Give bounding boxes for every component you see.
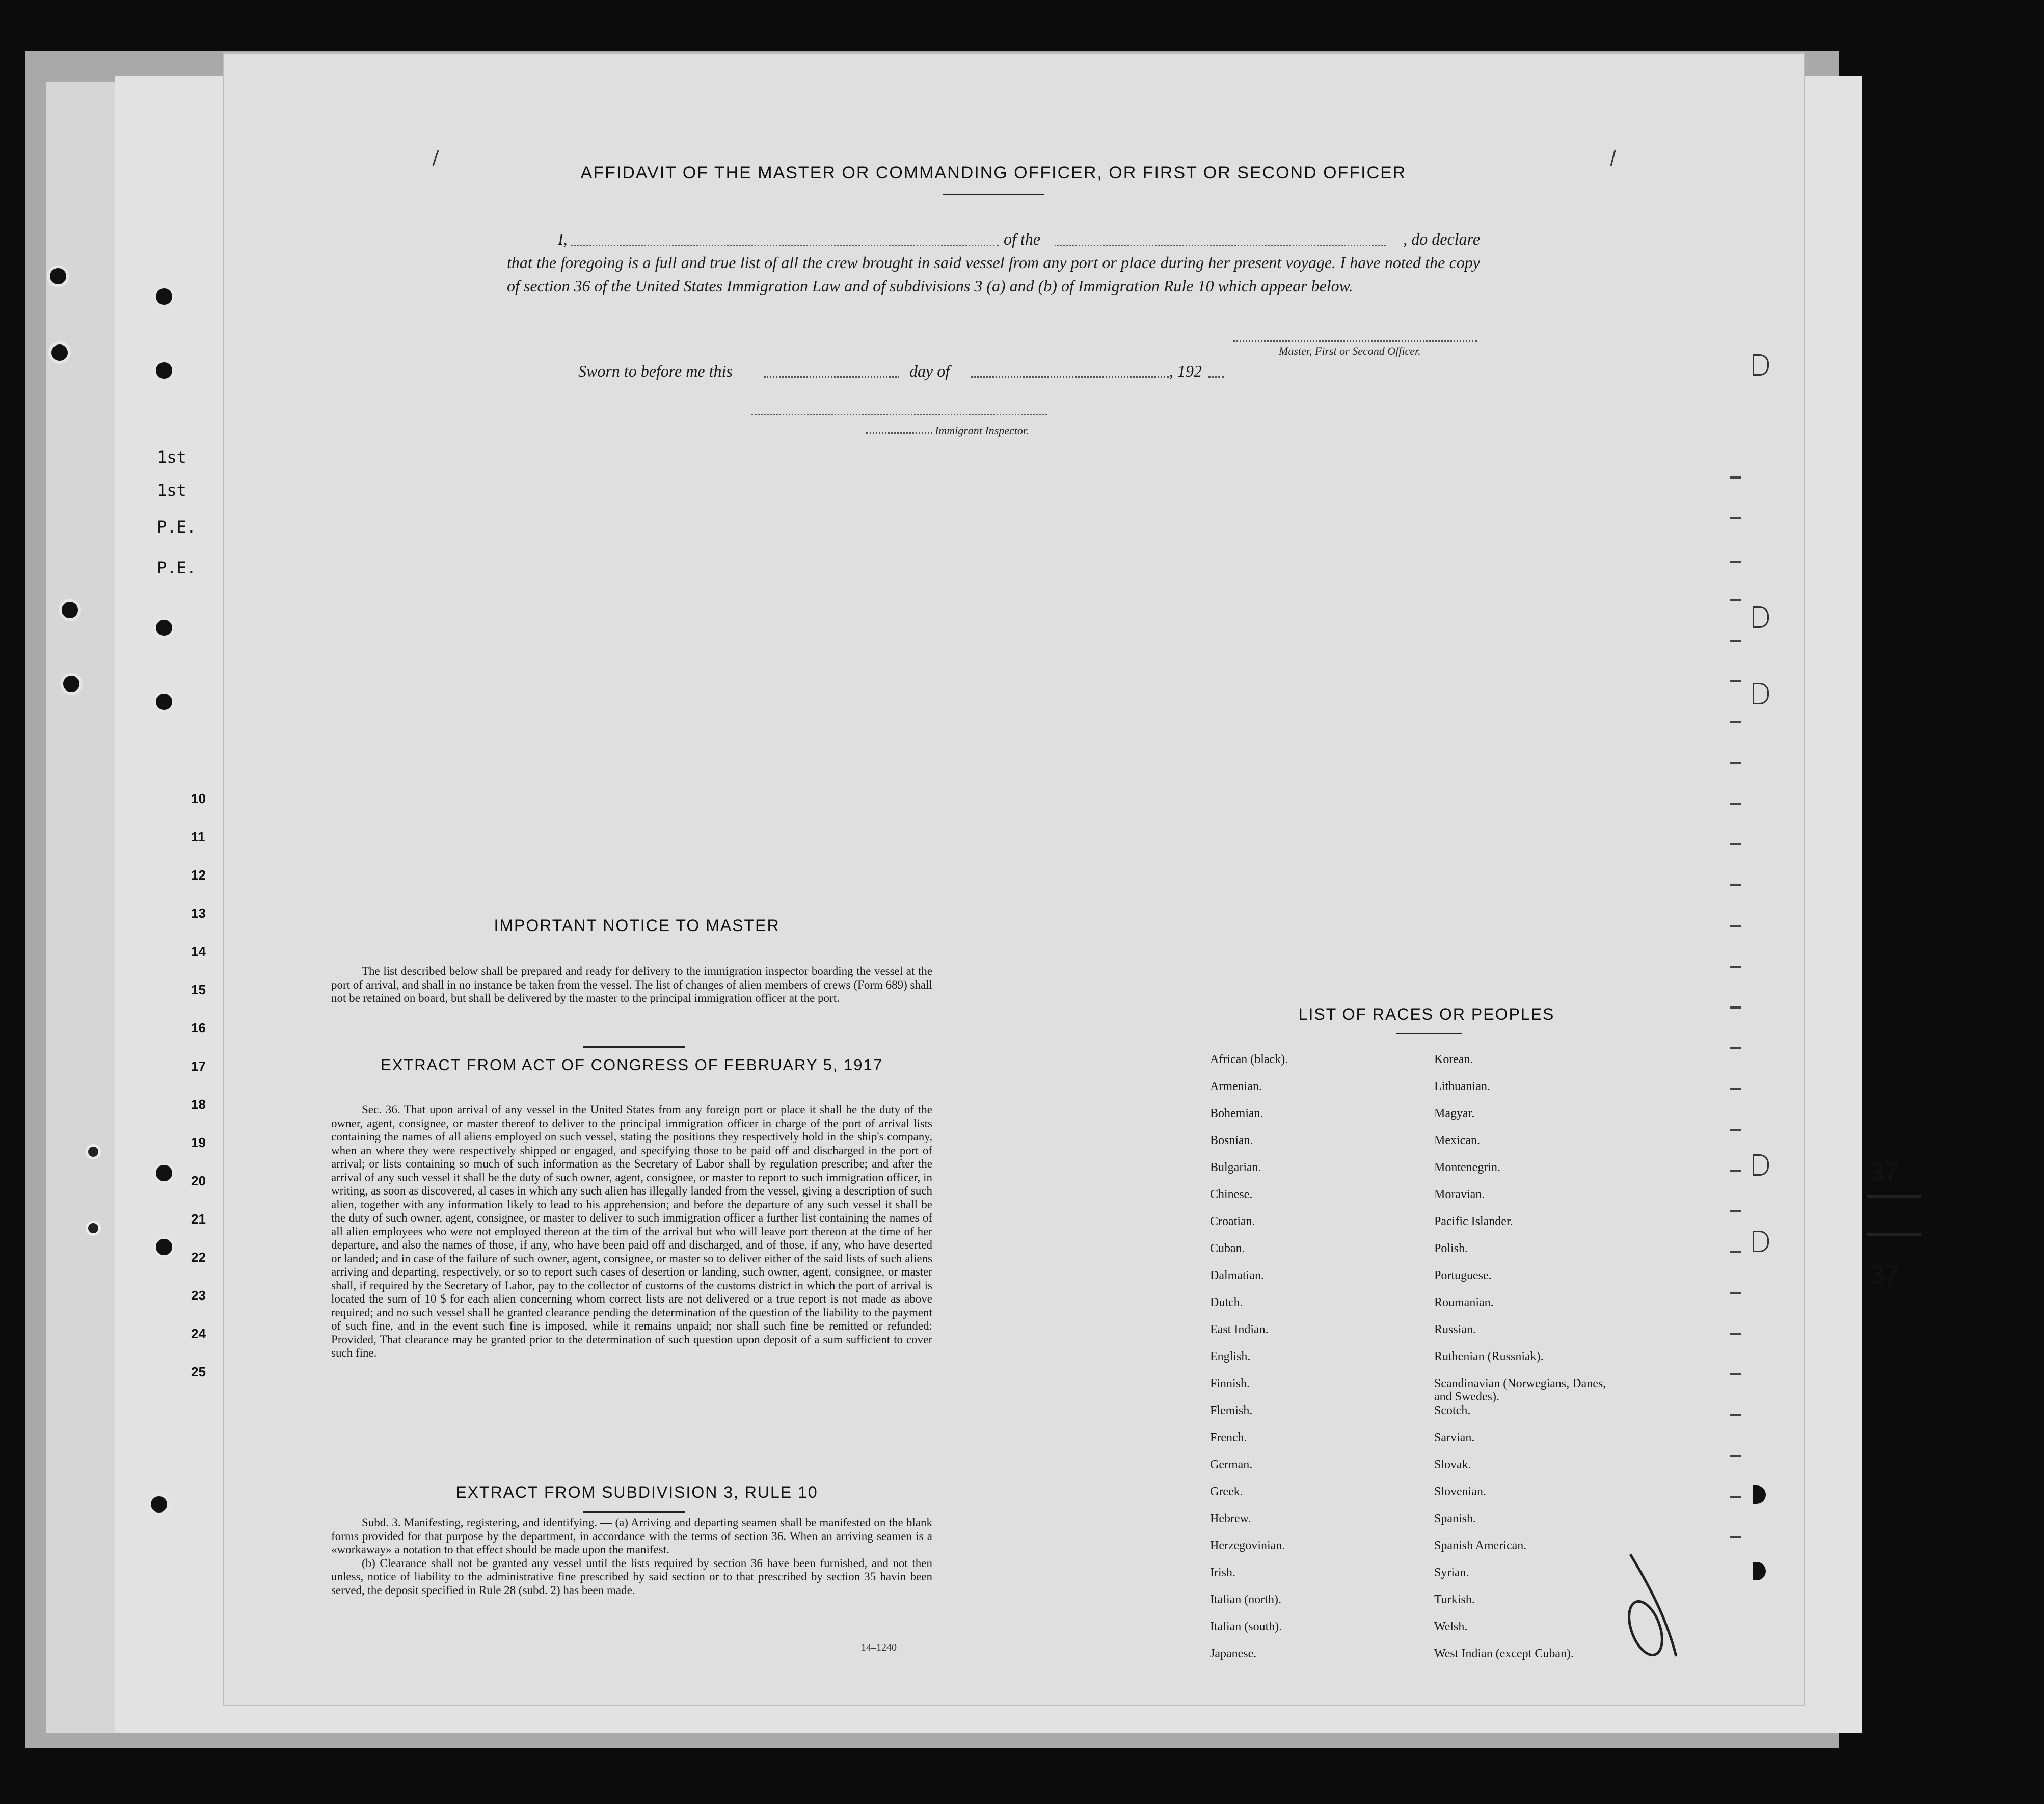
race-item: Chinese. bbox=[1210, 1188, 1253, 1201]
race-item: Spanish. bbox=[1434, 1512, 1476, 1525]
tab-number: 37 bbox=[1870, 1260, 1899, 1290]
race-item: Slovenian. bbox=[1434, 1485, 1486, 1498]
race-item: Turkish. bbox=[1434, 1593, 1475, 1606]
race-item: Scandinavian (Norwegians, Danes, and Swedes). bbox=[1434, 1377, 1606, 1403]
race-item: French. bbox=[1210, 1431, 1247, 1444]
punch-hole bbox=[86, 1221, 101, 1236]
race-item: Italian (south). bbox=[1210, 1620, 1282, 1633]
row-label: P.E. bbox=[157, 517, 197, 537]
race-item: Greek. bbox=[1210, 1485, 1243, 1498]
affidavit-declaration bbox=[507, 227, 1480, 298]
race-item: Irish. bbox=[1210, 1566, 1235, 1579]
act-text bbox=[331, 1103, 932, 1360]
row-number: 10 bbox=[191, 791, 206, 806]
name-blank bbox=[571, 245, 999, 246]
declaration-body: that the foregoing is a full and true list of all the crew brought in said vessel from any port or place during her present voyage. I have noted the copy of section 36 of the United States Immigration Law and of subdivisions 3 (a) and (b) of Immigration Rule 10 which appear below. bbox=[507, 253, 1480, 295]
inspector-dots bbox=[866, 432, 932, 434]
race-item: Japanese. bbox=[1210, 1647, 1257, 1660]
race-item: English. bbox=[1210, 1350, 1251, 1363]
punch-hole bbox=[153, 691, 175, 713]
row-number: 19 bbox=[191, 1135, 206, 1150]
race-item: African (black). bbox=[1210, 1053, 1288, 1066]
sworn-prefix: Sworn to before me this bbox=[578, 362, 733, 380]
punch-hole bbox=[153, 617, 175, 639]
race-item: Korean. bbox=[1434, 1053, 1473, 1066]
race-item: Russian. bbox=[1434, 1323, 1476, 1336]
race-item: Mexican. bbox=[1434, 1134, 1480, 1147]
row-number: 21 bbox=[191, 1211, 206, 1227]
row-number: 17 bbox=[191, 1058, 206, 1074]
rule-heading-rule bbox=[583, 1511, 685, 1513]
punch-hole bbox=[48, 341, 71, 364]
inspector-caption: Immigrant Inspector. bbox=[935, 424, 1029, 437]
section-rule bbox=[583, 1046, 685, 1048]
tab-underline bbox=[1867, 1195, 1921, 1198]
row-number: 23 bbox=[191, 1288, 206, 1303]
race-item: Magyar. bbox=[1434, 1107, 1475, 1120]
notice-text bbox=[331, 965, 932, 1005]
race-item: Sarvian. bbox=[1434, 1431, 1475, 1444]
row-number: 16 bbox=[191, 1020, 206, 1036]
row-label: 1st bbox=[157, 447, 186, 467]
race-item: Syrian. bbox=[1434, 1566, 1469, 1579]
act-paragraph: Sec. 36. That upon arrival of any vessel in the United States from any foreign port or place it shall be the duty of the owner, agent, consignee, or master thereof to deliver to the principal immigration officer in charge of the port of arrival lists containing the names of all aliens employed on such vessel, stating the positions they respectively hold in the ship's company, when an where they were respectively shipped or engaged, and specifying those to be paid off and discharged in the port of arrival; or lists containing so much of such information as the Secretary of Labor shall by regulation prescribe; and after the arrival of any such vessel it shall be the duty of such owner, agent, consignee, or master to report to such immigration officer, in writing, as soon as discovered, al cases in which any such alien has illegally landed from the vessel, giving a description of such alien, together with any information likely to lead to his apprehension; and before the departure of any such vessel it shall be the duty of such owner, agent, consignee, or master to deliver to such immigration officer a further list containing the names of all alien employees who were not employed thereon at the tim of the arrival but who will leave port thereon at the time of her departure, and also the names of those, if any, who have been paid off and discharged, and of those, if any, who have deserted or landed; and in case of the failure of such owner, agent, consignee, or master so to deliver either of the said lists of such aliens arriving and departing, respectively, or so to report such cases of desertion or landing, such owner, agent, consignee, or master shall, if required by the Secretary of Labor, pay to the collector of customs of the customs district in which the port of arrival is located the sum of 10 $ for each alien concerning whom correct lists are not delivered or a true report is not made as above required; and no such vessel shall be granted clearance pending the determination of the question of the liability to the payment of such fine, and in the event such fine is imposed, while it remains unpaid; nor shall such fine be remitted or refunded: Provided, That clearance may be granted prior to the determination of such question upon deposit of a sum sufficient to cover such fine. bbox=[331, 1103, 932, 1359]
race-item: Herzegovinian. bbox=[1210, 1539, 1285, 1552]
race-item: Dutch. bbox=[1210, 1296, 1243, 1309]
punch-hole bbox=[153, 359, 175, 382]
of-the-label: of the bbox=[1004, 230, 1040, 248]
sworn-year-blank bbox=[1208, 376, 1224, 378]
race-item: Polish. bbox=[1434, 1242, 1468, 1255]
race-item: Montenegrin. bbox=[1434, 1161, 1500, 1174]
row-label: 1st bbox=[157, 481, 186, 500]
pencil-tick bbox=[428, 148, 443, 168]
row-number: 24 bbox=[191, 1326, 206, 1341]
punch-hole bbox=[153, 1162, 175, 1184]
row-label: P.E. bbox=[157, 558, 197, 577]
punch-hole bbox=[59, 599, 81, 621]
race-item: West Indian (except Cuban). bbox=[1434, 1647, 1574, 1660]
race-item: East Indian. bbox=[1210, 1323, 1269, 1336]
race-item: Flemish. bbox=[1210, 1404, 1253, 1417]
rule-heading: EXTRACT FROM SUBDIVISION 3, RULE 10 bbox=[455, 1483, 818, 1501]
race-item: Moravian. bbox=[1434, 1188, 1485, 1201]
i-label: I, bbox=[558, 230, 568, 248]
race-item: Italian (north). bbox=[1210, 1593, 1281, 1606]
row-number: 12 bbox=[191, 867, 206, 883]
declaration-line-1 bbox=[507, 227, 1480, 251]
vessel-blank bbox=[1055, 245, 1386, 246]
race-item: German. bbox=[1210, 1458, 1253, 1471]
races-rule bbox=[1396, 1033, 1462, 1034]
race-item: Roumanian. bbox=[1434, 1296, 1494, 1309]
act-heading: EXTRACT FROM ACT OF CONGRESS OF FEBRUARY 5, 1917 bbox=[380, 1056, 883, 1074]
race-item: Hebrew. bbox=[1210, 1512, 1251, 1525]
punch-hole bbox=[60, 673, 83, 695]
row-number: 18 bbox=[191, 1097, 206, 1112]
handwritten-mark bbox=[1610, 1544, 1702, 1666]
race-item: Pacific Islander. bbox=[1434, 1215, 1513, 1228]
row-number: 20 bbox=[191, 1173, 206, 1188]
affidavit-heading: AFFIDAVIT OF THE MASTER OR COMMANDING OFFICER, OR FIRST OR SECOND OFFICER bbox=[580, 163, 1407, 182]
race-item: Scotch. bbox=[1434, 1404, 1471, 1417]
punch-hole bbox=[86, 1144, 101, 1159]
race-item: Spanish American. bbox=[1434, 1539, 1527, 1552]
rule-paragraph-a: Subd. 3. Manifesting, registering, and identifying. — (a) Arriving and departing seamen shall be manifested on the blank forms provided for that purpose by the department, in accordance with the terms of section 36. When an arriving seamen is a «workaway» a notation to that effect should be made upon the manifest. bbox=[331, 1516, 932, 1556]
race-item: Bulgarian. bbox=[1210, 1161, 1261, 1174]
officer-signature-line bbox=[1233, 340, 1477, 342]
sworn-day-of: day of bbox=[909, 362, 950, 380]
notice-heading: IMPORTANT NOTICE TO MASTER bbox=[494, 916, 780, 935]
sworn-day-blank bbox=[764, 376, 899, 378]
punch-hole bbox=[47, 265, 69, 287]
punch-hole bbox=[148, 1493, 170, 1516]
affidavit-sheet bbox=[224, 54, 1804, 1705]
row-number: 22 bbox=[191, 1250, 206, 1265]
notice-paragraph: The list described below shall be prepared and ready for delivery to the immigration inspector boarding the vessel at the port of arrival, and shall in no instance be taken from the vessel. The list of changes of alien members of crews (Form 689) shall not be retained on board, but shall be delivered by the master to the principal immigration officer at the port. bbox=[331, 965, 932, 1004]
race-item: Portuguese. bbox=[1434, 1269, 1492, 1282]
race-item: Cuban. bbox=[1210, 1242, 1245, 1255]
rule-paragraph-b: (b) Clearance shall not be granted any vessel until the lists required by section 36 have been furnished, and not then unless, notice of liability to the administrative fine prescribed by said section or to that prescribed by section 35 havin been served, the deposit specified in Rule 28 (subd. 2) has been made. bbox=[331, 1556, 932, 1597]
races-heading: LIST OF RACES OR PEOPLES bbox=[1298, 1005, 1555, 1023]
rule-text bbox=[331, 1516, 932, 1597]
race-item: Bosnian. bbox=[1210, 1134, 1253, 1147]
row-number: 14 bbox=[191, 944, 206, 959]
race-item: Dalmatian. bbox=[1210, 1269, 1264, 1282]
row-number: 15 bbox=[191, 982, 206, 997]
race-item: Finnish. bbox=[1210, 1377, 1250, 1390]
race-item: Armenian. bbox=[1210, 1080, 1262, 1093]
punch-hole bbox=[153, 285, 175, 308]
tab-number: 37 bbox=[1870, 1157, 1899, 1187]
row-number: 25 bbox=[191, 1364, 206, 1379]
punch-hole bbox=[153, 1236, 175, 1258]
officer-caption: Master, First or Second Officer. bbox=[1279, 344, 1421, 357]
race-item: Croatian. bbox=[1210, 1215, 1255, 1228]
row-number: 11 bbox=[191, 829, 205, 844]
race-item: Lithuanian. bbox=[1434, 1080, 1490, 1093]
race-item: Slovak. bbox=[1434, 1458, 1471, 1471]
race-item: Ruthenian (Russniak). bbox=[1434, 1350, 1544, 1363]
row-number: 13 bbox=[191, 906, 206, 921]
pencil-tick bbox=[1605, 148, 1620, 168]
sworn-year: , 192 bbox=[1169, 362, 1202, 380]
race-item: Bohemian. bbox=[1210, 1107, 1263, 1120]
race-item: Welsh. bbox=[1434, 1620, 1468, 1633]
form-number: 14–1240 bbox=[861, 1642, 897, 1653]
heading-rule bbox=[943, 194, 1044, 195]
tab-underline bbox=[1867, 1233, 1921, 1236]
sworn-month-blank bbox=[971, 376, 1169, 378]
inspector-signature-line bbox=[751, 414, 1047, 415]
declare-label: , do declare bbox=[1403, 230, 1480, 248]
